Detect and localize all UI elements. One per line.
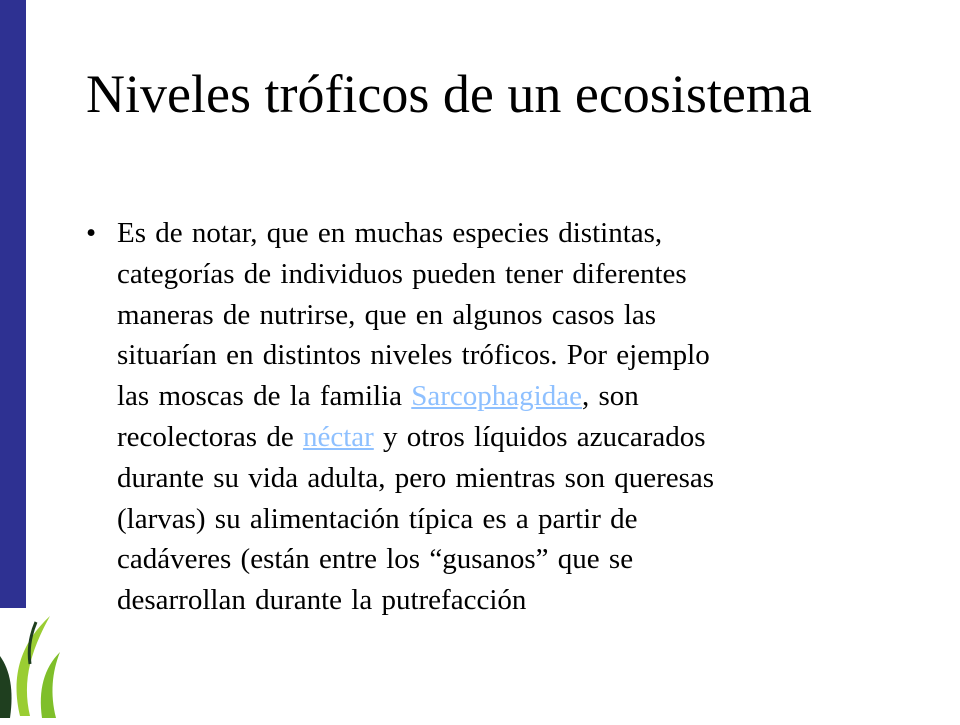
body-line: situarían en distintos niveles tróficos. Por ejemplo xyxy=(117,339,710,372)
body-line: categorías de individuos pueden tener diferentes xyxy=(117,257,687,290)
body-text-segment: , son xyxy=(581,380,639,413)
body-text-segment: las moscas de la familia xyxy=(117,380,412,413)
body-line: Es de notar, que en muchas especies distintas, xyxy=(117,217,663,249)
body-text-segment: recolectoras de xyxy=(117,420,303,453)
link-sarcophagidae[interactable]: Sarcophagidae xyxy=(411,380,582,413)
body-line: cadáveres (están entre los “gusanos” que se xyxy=(117,543,634,576)
body-text-segment: y otros líquidos azucarados xyxy=(373,420,706,453)
bullet-text xyxy=(117,213,876,621)
body-line: durante su vida adulta, pero mientras son queresas xyxy=(117,461,715,494)
leaf-logo-icon xyxy=(0,612,72,720)
body-line xyxy=(117,376,876,417)
side-accent-bar xyxy=(0,0,26,608)
bullet-marker: • xyxy=(86,217,97,249)
slide-title: Niveles tróficos de un ecosistema xyxy=(86,64,812,124)
body-line: (larvas) su alimentación típica es a partir de xyxy=(117,502,638,535)
link-nectar[interactable]: néctar xyxy=(302,420,374,453)
body-line: maneras de nutrirse, que en algunos casos las xyxy=(117,298,657,331)
bullet-item xyxy=(86,213,876,621)
body-line xyxy=(117,417,876,458)
body-line: desarrollan durante la putrefacción xyxy=(117,584,527,617)
